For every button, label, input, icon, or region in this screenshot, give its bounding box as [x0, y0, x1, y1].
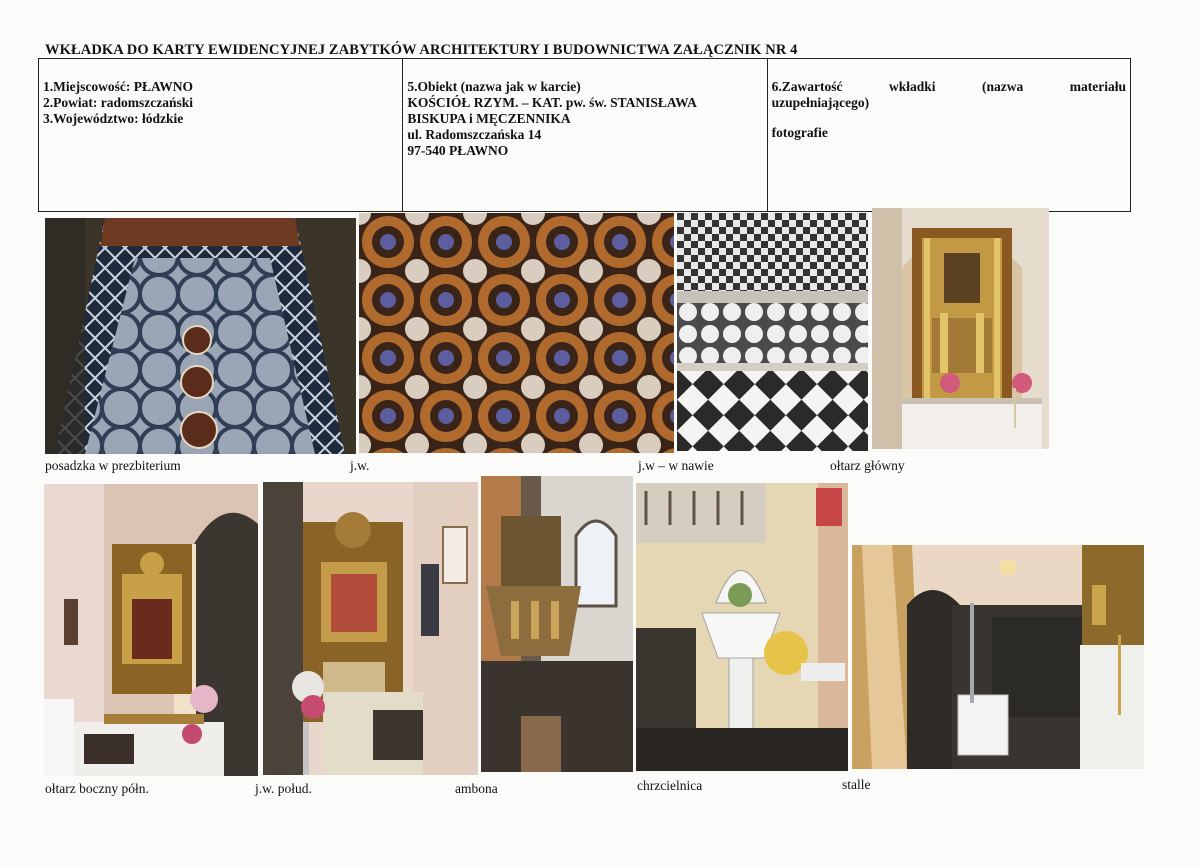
contents-word-3: (nazwa [982, 79, 1024, 94]
photo-side-altar-south [263, 482, 478, 775]
caption-floor-nave: j.w – w nawie [638, 458, 714, 473]
caption-main-altar: ołtarz główny [830, 458, 905, 473]
photo-side-altar-north [44, 484, 258, 776]
info-table [38, 58, 1131, 212]
object-label: 5.Obiekt (nazwa jak w karcie) [407, 79, 581, 94]
object-name-line2: BISKUPA i MĘCZENNIKA [407, 111, 571, 126]
contents-word-1: 6.Zawartość [771, 79, 843, 94]
contents-word-4: materiału [1069, 79, 1126, 94]
county-line: 2.Powiat: radomszczański [43, 95, 193, 110]
caption-side-altar-south: j.w. połud. [255, 781, 312, 796]
voivodeship-line: 3.Województwo: łódzkie [43, 111, 184, 126]
photo-baptismal-font [636, 483, 848, 771]
contents-cell [767, 59, 1130, 211]
object-street: ul. Radomszczańska 14 [407, 127, 542, 142]
document-title: WKŁADKA DO KARTY EWIDENCYJNEJ ZABYTKÓW ARCHITEKTURY I BUDOWNICTWA ZAŁĄCZNIK NR 4 [45, 42, 798, 58]
caption-stalls: stalle [842, 777, 871, 792]
caption-side-altar-north: ołtarz boczny półn. [45, 781, 149, 796]
photo-floor-tiles [359, 213, 674, 453]
caption-pulpit: ambona [455, 781, 498, 796]
contents-label-line2: uzupełniającego) [771, 95, 870, 110]
location-cell [39, 59, 402, 211]
photo-stalls [852, 545, 1144, 769]
caption-floor-presbytery: posadzka w prezbiterium [45, 458, 181, 473]
contents-word-2: wkładki [889, 79, 936, 94]
caption-baptismal-font: chrzcielnica [637, 778, 703, 793]
object-postcode: 97-540 PŁAWNO [407, 143, 509, 158]
photo-pulpit [481, 476, 633, 772]
photo-main-altar [872, 208, 1049, 449]
object-name-line1: KOŚCIÓŁ RZYM. – KAT. pw. św. STANISŁAWA [407, 95, 697, 110]
photo-floor-nave [677, 213, 868, 451]
contents-value: fotografie [771, 125, 828, 140]
photo-floor-presbytery [45, 218, 356, 454]
locality-line: 1.Miejscowość: PŁAWNO [43, 79, 193, 94]
contents-label-line1 [772, 79, 1126, 95]
object-cell [402, 59, 766, 211]
caption-floor-jw: j.w. [350, 458, 370, 473]
